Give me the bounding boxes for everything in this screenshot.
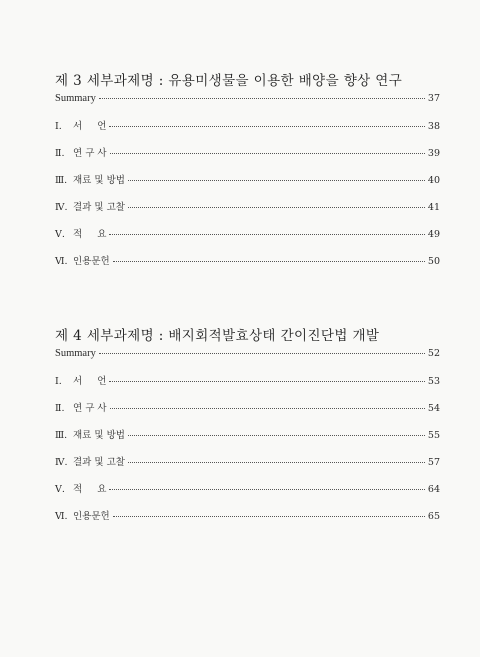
entry-number: Ⅰ. [55,121,62,132]
toc-entry[interactable] [55,373,440,387]
section-title: 제 3 세부과제명 : 유용미생물을 이용한 배양을 향상 연구 [55,73,403,89]
entry-number: Ⅳ. [55,202,68,213]
dot-leader [128,180,425,181]
entry-label: 서 언 [73,121,107,132]
dot-leader [110,153,425,154]
entry-number: Ⅱ. [55,148,65,159]
toc-entry-summary[interactable] [55,93,440,104]
dot-leader [128,462,425,463]
section-title: 제 4 세부과제명 : 배지회적발효상태 간이진단법 개발 [55,328,380,344]
entry-label: 결과 및 고찰 [73,457,125,468]
entry-page: 39 [427,148,440,159]
entry-number: Ⅰ. [55,376,62,387]
dot-leader [128,207,425,208]
dot-leader [99,353,425,354]
toc-entry[interactable] [55,226,440,240]
dot-leader [109,234,424,235]
entry-page: 49 [427,229,440,240]
entry-number: Ⅳ. [55,457,68,468]
entry-page: 54 [427,403,440,414]
toc-entry-summary[interactable] [55,348,440,359]
entry-label: 연 구 사 [73,148,107,159]
entry-page: 53 [427,376,440,387]
entry-label: 재료 및 방법 [73,430,125,441]
entry-number: Ⅱ. [55,403,65,414]
toc-entry[interactable] [55,508,440,522]
entry-label: 재료 및 방법 [73,175,125,186]
entry-page: 65 [427,511,440,522]
dot-leader [109,126,424,127]
toc-entry[interactable] [55,199,440,213]
entry-label: 연 구 사 [73,403,107,414]
entry-number: Ⅵ. [55,511,68,522]
entry-label: 결과 및 고찰 [73,202,125,213]
entry-label: 인용문헌 [73,511,110,522]
dot-leader [113,516,425,517]
entry-number: Ⅴ. [55,484,65,495]
dot-leader [109,489,424,490]
toc-section-4 [55,325,440,522]
toc-section-3 [55,70,440,267]
entry-page: 52 [427,348,440,359]
entry-label: Summary [55,348,96,359]
entry-page: 64 [427,484,440,495]
entry-page: 40 [427,175,440,186]
entry-page: 50 [427,256,440,267]
toc-entry[interactable] [55,400,440,414]
toc-entry[interactable] [55,118,440,132]
dot-leader [113,261,425,262]
entry-page: 57 [427,457,440,468]
dot-leader [99,98,425,99]
entry-label: Summary [55,93,96,104]
entry-page: 37 [427,93,440,104]
toc-entry[interactable] [55,145,440,159]
entry-number: Ⅲ. [55,430,68,441]
toc-entry[interactable] [55,172,440,186]
entry-label: 인용문헌 [73,256,110,267]
toc-entry[interactable] [55,454,440,468]
toc-entry[interactable] [55,427,440,441]
entry-number: Ⅵ. [55,256,68,267]
entry-label: 서 언 [73,376,107,387]
toc-entry[interactable] [55,253,440,267]
dot-leader [109,381,424,382]
entry-page: 41 [427,202,440,213]
entry-label: 적 요 [73,484,107,495]
dot-leader [110,408,425,409]
entry-page: 38 [427,121,440,132]
toc-entry[interactable] [55,481,440,495]
entry-label: 적 요 [73,229,107,240]
dot-leader [128,435,425,436]
entry-page: 55 [427,430,440,441]
entry-number: Ⅲ. [55,175,68,186]
entry-number: Ⅴ. [55,229,65,240]
